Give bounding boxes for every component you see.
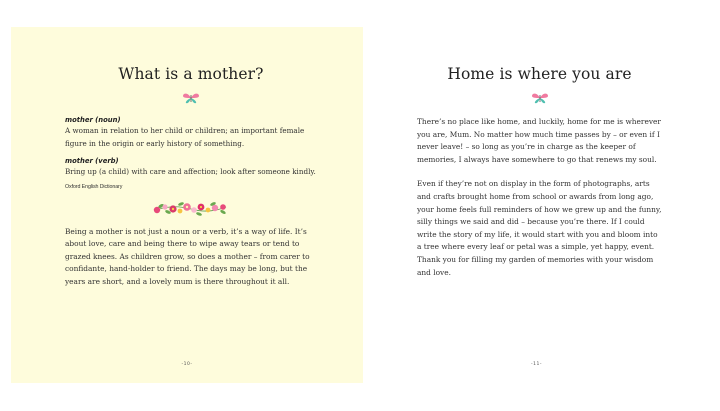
definition-list — [65, 116, 317, 190]
definition-term: mother (verb) — [65, 157, 119, 165]
butterfly-icon — [182, 92, 200, 104]
dictionary-source: Oxford English Dictionary — [65, 183, 123, 190]
definition-text: Bring up (a child) with care and affection; look after someone kindly. — [65, 167, 316, 176]
page-title: What is a mother? — [118, 65, 264, 83]
page-number: -10- — [181, 362, 193, 367]
page-title: Home is where you are — [447, 65, 632, 83]
body-paragraph: Even if they’re not on display in the form of photographs, arts and crafts brought home from school or awards from long ago, your home feels full reminders of how we grew up and the funny, silly things we said and did – because you’re there. If I could write the story of my life, it would start with you and bloom into a tree where every leaf or petal was a simple, yet happy, event. Thank you for filling my garden of memories with your wisdom and love. — [417, 179, 662, 277]
right-page — [363, 27, 710, 383]
body-paragraph: Being a mother is not just a noun or a verb, it’s a way of life. It’s about love, care and being there to wipe away tears or tend to grazed knees. As children grow, so does a mother – from carer to confidante, hand-holder to friend. The days may be long, but the years are short, and a lovely mum is there throughout it all. — [65, 226, 310, 286]
body-paragraph: There’s no place like home, and luckily, home for me is wherever you are, Mum. No matter how much time passes by – or even if I never leave! – so long as you’re in charge as the keeper of memories, I always have somewhere to go that renews my soul. — [417, 117, 661, 164]
definition-term: mother (noun) — [65, 116, 121, 124]
flower-garland-icon — [153, 196, 229, 220]
left-page — [11, 27, 363, 383]
butterfly-icon — [531, 92, 549, 104]
definition-text: A woman in relation to her child or children; an important female figure in the origin or early history of something. — [65, 126, 305, 148]
page-number: -11- — [531, 362, 542, 367]
